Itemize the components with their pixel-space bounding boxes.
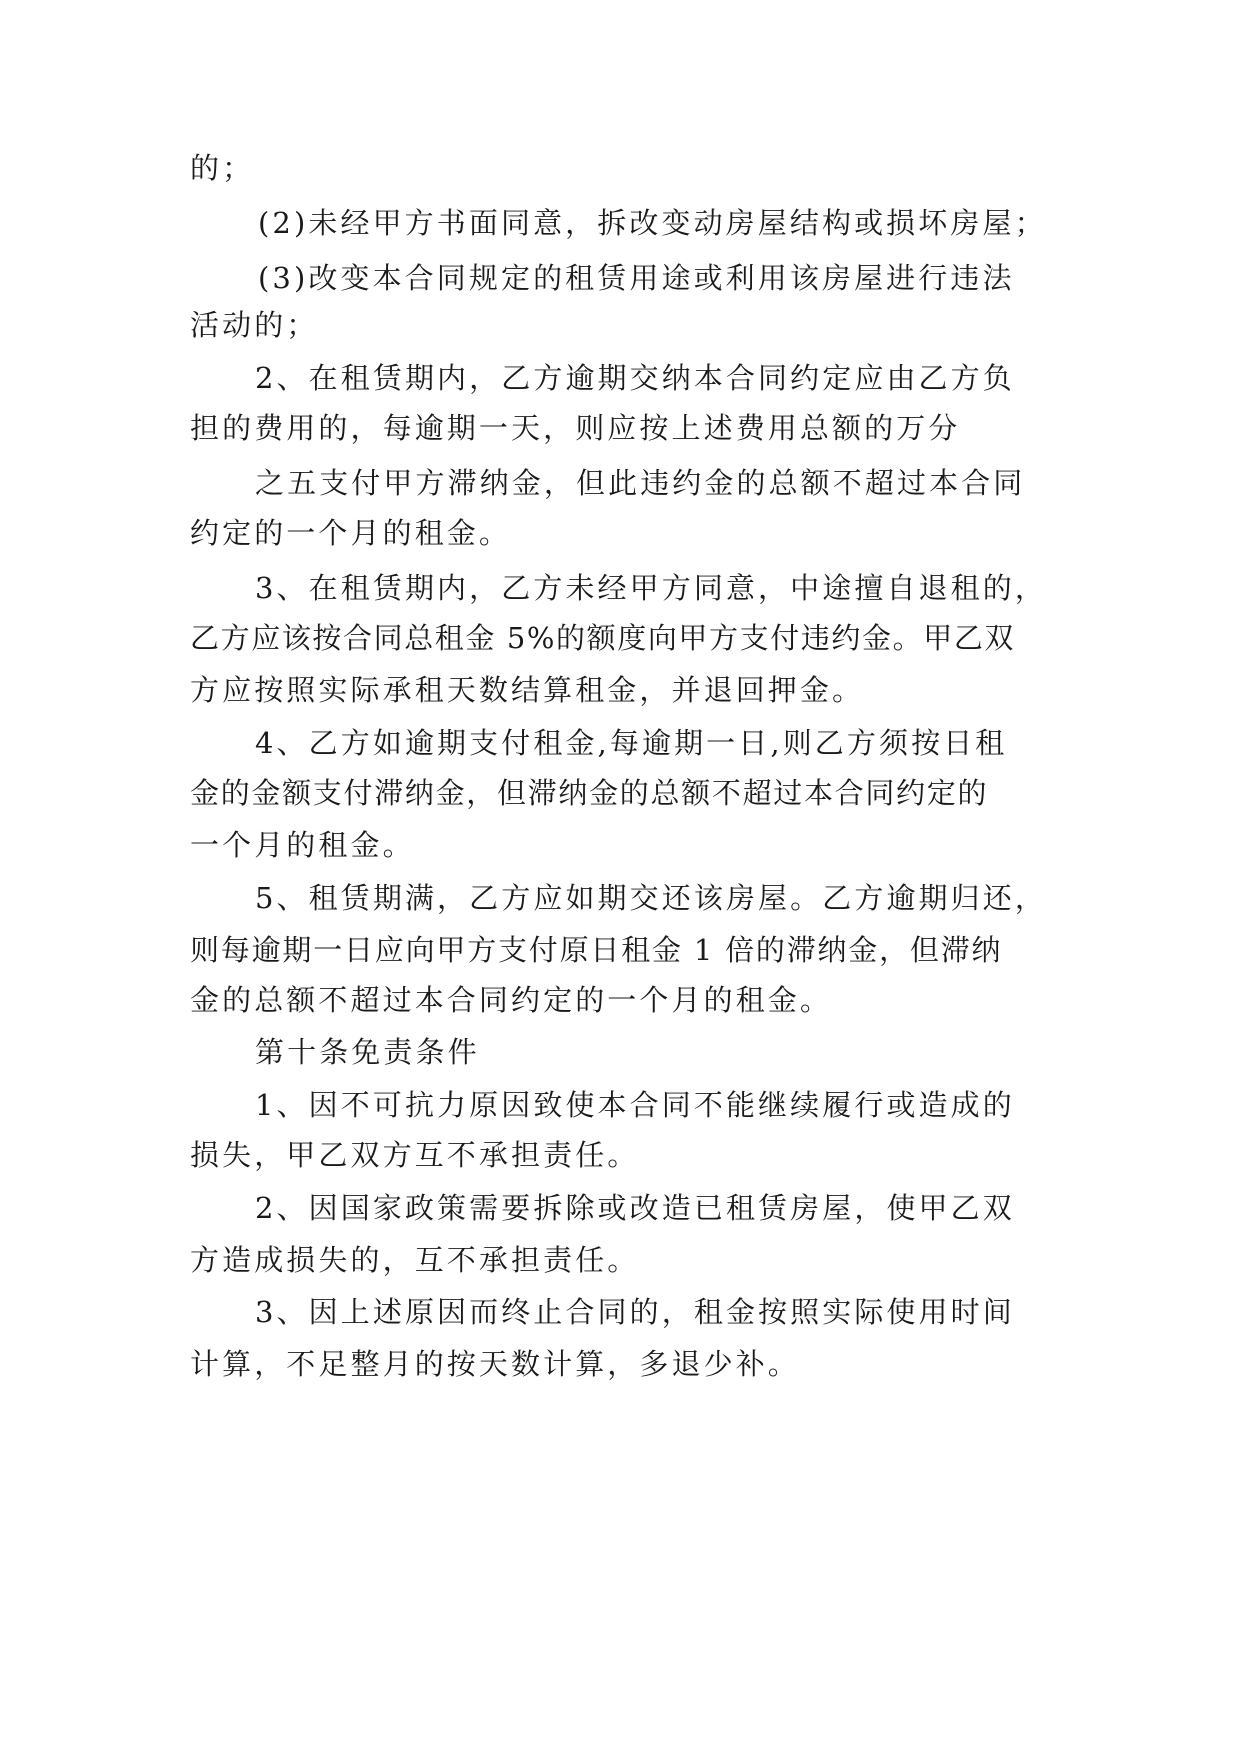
text-line: 金的金额支付滞纳金，但滞纳金的总额不超过本合同约定的 bbox=[190, 776, 989, 810]
text-line: 一个月的租金。 bbox=[190, 828, 415, 862]
text-line: 活动的； bbox=[190, 308, 319, 342]
text-line: 1、因不可抗力原因致使本合同不能继续履行或造成的 bbox=[255, 1088, 1015, 1122]
text-line: 之五支付甲方滞纳金，但此违约金的总额不超过本合同 bbox=[255, 466, 1026, 500]
text-line: 计算，不足整月的按天数计算，多退少补。 bbox=[190, 1347, 800, 1381]
text-line: 方应按照实际承租天数结算租金，并退回押金。 bbox=[190, 673, 865, 707]
text-line: 2、因国家政策需要拆除或改造已租赁房屋，使甲乙双 bbox=[255, 1191, 1015, 1225]
text-line: 4、乙方如逾期支付租金,每逾期一日,则乙方须按日租 bbox=[255, 726, 1008, 760]
text-line: (3)改变本合同规定的租赁用途或利用该房屋进行违法 bbox=[258, 261, 1015, 295]
text-line: 3、在租赁期内，乙方未经甲方同意，中途擅自退租的， bbox=[255, 571, 1047, 605]
text-line: 2、在租赁期内，乙方逾期交纳本合同约定应由乙方负 bbox=[255, 361, 1015, 395]
text-line: 金的总额不超过本合同约定的一个月的租金。 bbox=[190, 983, 833, 1017]
text-line: 则每逾期一日应向甲方支付原日租金 1 倍的滞纳金，但滞纳 bbox=[190, 933, 1003, 967]
text-line: 的； bbox=[190, 151, 255, 185]
text-line: 3、因上述原因而终止合同的，租金按照实际使用时间 bbox=[255, 1295, 1015, 1329]
text-line: 方造成损失的，互不承担责任。 bbox=[190, 1243, 640, 1277]
text-line: 5、租赁期满，乙方应如期交还该房屋。乙方逾期归还， bbox=[255, 881, 1047, 915]
text-line: 担的费用的，每逾期一天，则应按上述费用总额的万分 bbox=[190, 411, 961, 445]
text-line: 约定的一个月的租金。 bbox=[190, 516, 512, 550]
text-line: (2)未经甲方书面同意，拆改变动房屋结构或损坏房屋； bbox=[258, 206, 1047, 240]
section-heading: 第十条免责条件 bbox=[255, 1035, 480, 1069]
text-line: 乙方应该按合同总租金 5%的额度向甲方支付违约金。甲乙双 bbox=[190, 621, 1016, 655]
text-line: 损失，甲乙双方互不承担责任。 bbox=[190, 1138, 640, 1172]
